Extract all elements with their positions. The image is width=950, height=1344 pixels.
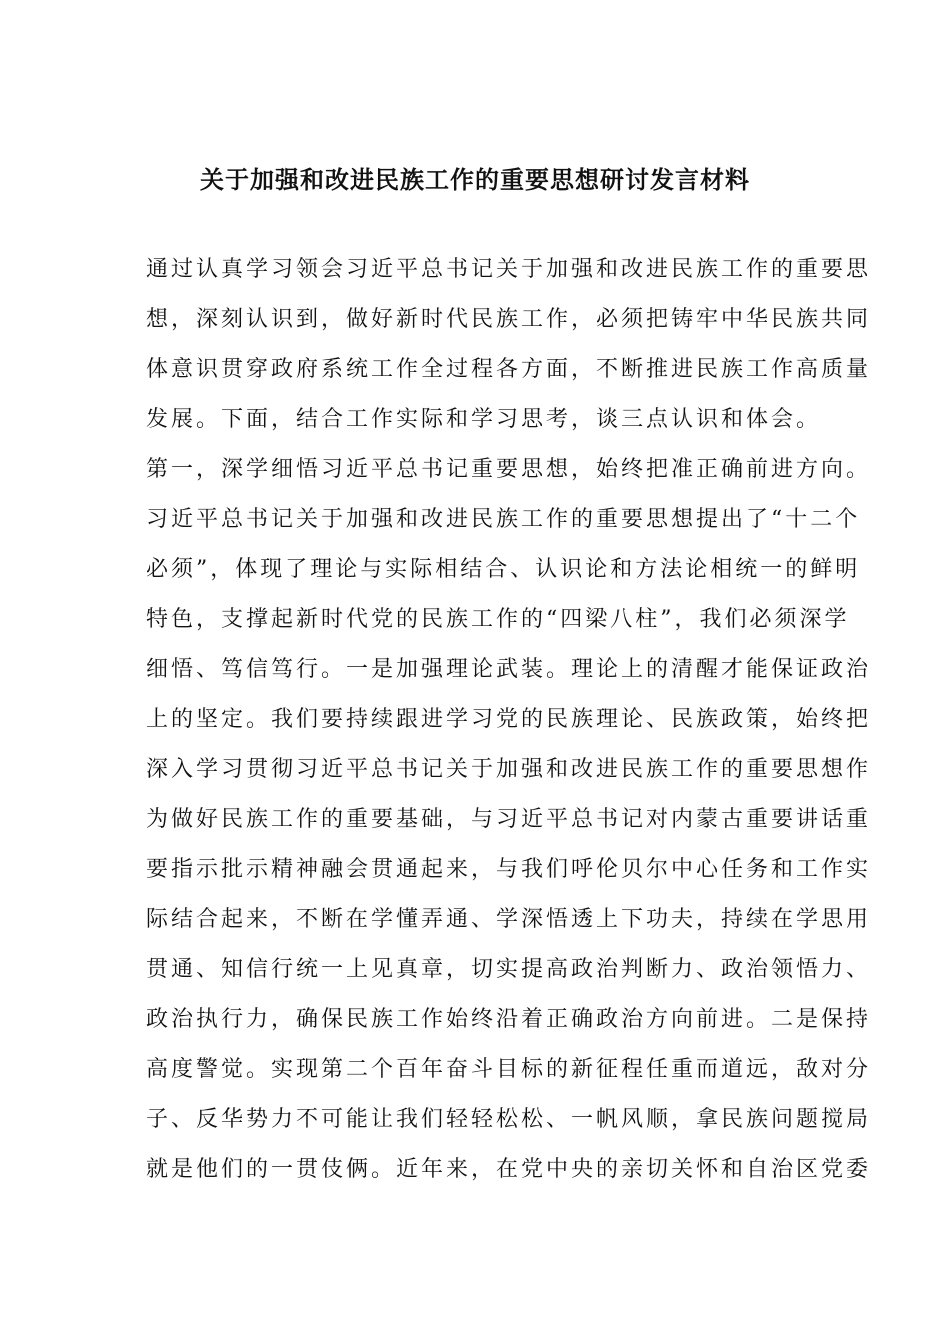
text-line: 为做好民族工作的重要基础，与习近平总书记对内蒙古重要讲话重 (146, 807, 872, 832)
text-line: 发展。下面，结合工作实际和学习思考，谈三点认识和体会。 (146, 407, 822, 432)
text-line: 贯通、知信行统一上见真章，切实提高政治判断力、政治领悟力、 (146, 957, 872, 982)
text-line: 习近平总书记关于加强和改进民族工作的重要思想提出了“十二个 (146, 507, 861, 532)
text-line: 体意识贯穿政府系统工作全过程各方面，不断推进民族工作高质量 (146, 357, 872, 382)
text-line: 第一，深学细悟习近平总书记重要思想，始终把准正确前进方向。 (146, 457, 872, 482)
text-line: 想，深刻认识到，做好新时代民族工作，必须把铸牢中华民族共同 (146, 307, 872, 332)
text-line: 特色，支撑起新时代党的民族工作的“四梁八柱”，我们必须深学 (146, 607, 850, 632)
text-line: 高度警觉。实现第二个百年奋斗目标的新征程任重而道远，敌对分 (146, 1057, 872, 1082)
document-title: 关于加强和改进民族工作的重要思想研讨发言材料 (200, 165, 750, 194)
text-line: 子、反华势力不可能让我们轻轻松松、一帆风顺，拿民族问题搅局 (146, 1107, 872, 1132)
text-line: 必须”，体现了理论与实际相结合、认识论和方法论相统一的鲜明 (146, 557, 861, 582)
text-line: 细悟、笃信笃行。一是加强理论武装。理论上的清醒才能保证政治 (146, 657, 872, 682)
text-line: 就是他们的一贯伎俩。近年来，在党中央的亲切关怀和自治区党委 (146, 1157, 872, 1182)
text-line: 深入学习贯彻习近平总书记关于加强和改进民族工作的重要思想作 (146, 757, 872, 782)
text-line: 政治执行力，确保民族工作始终沿着正确政治方向前进。二是保持 (146, 1007, 872, 1032)
document-body (146, 245, 872, 1195)
text-line: 际结合起来，不断在学懂弄通、学深悟透上下功夫，持续在学思用 (146, 907, 872, 932)
text-line: 要指示批示精神融会贯通起来，与我们呼伦贝尔中心任务和工作实 (146, 857, 872, 882)
text-line: 上的坚定。我们要持续跟进学习党的民族理论、民族政策，始终把 (146, 707, 872, 732)
text-line: 通过认真学习领会习近平总书记关于加强和改进民族工作的重要思 (146, 257, 872, 282)
